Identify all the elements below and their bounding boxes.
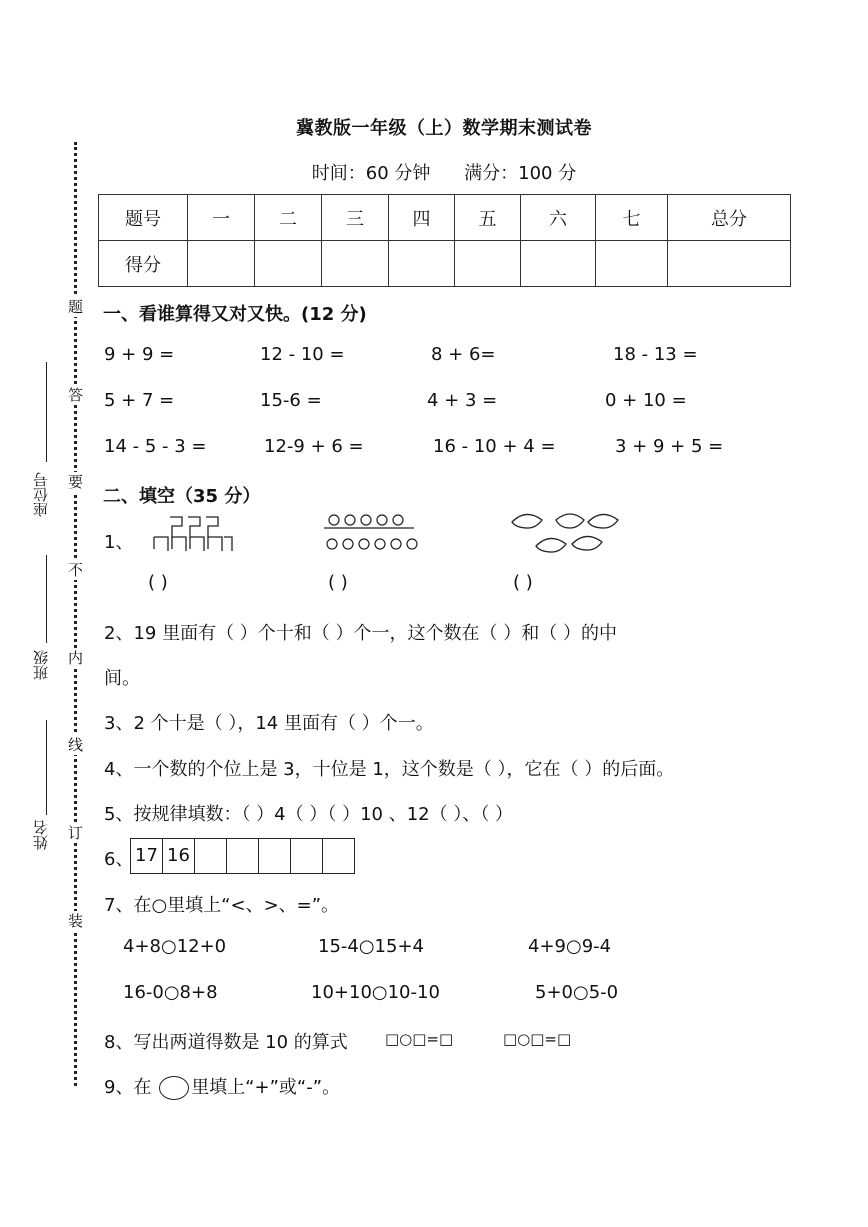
q9-text bbox=[104, 1073, 340, 1100]
arith-problem: 9 + 9 = bbox=[104, 344, 175, 365]
compare-problem: 15-4○15+4 bbox=[318, 936, 424, 957]
compare-problem: 10+10○10-10 bbox=[311, 982, 440, 1003]
q7-label: 7、在○里填上“<、>、=”。 bbox=[104, 895, 340, 916]
arith-problem: 14 - 5 - 3 = bbox=[104, 436, 207, 457]
table-header-cell: 四 bbox=[389, 195, 455, 241]
arith-problem: 3 + 9 + 5 = bbox=[615, 436, 724, 457]
sequence-box[interactable] bbox=[291, 839, 323, 873]
q3-text: 3、2 个十是（ ），14 里面有（ ）个一。 bbox=[104, 713, 434, 734]
table-header-cell: 题号 bbox=[99, 195, 188, 241]
score-cell[interactable] bbox=[455, 241, 521, 287]
binding-char: 订 bbox=[68, 824, 84, 842]
score-cell[interactable] bbox=[322, 241, 389, 287]
compare-problem: 16-0○8+8 bbox=[123, 982, 218, 1003]
arith-problem: 18 - 13 = bbox=[613, 344, 698, 365]
answer-paren[interactable]: ( ) bbox=[328, 572, 348, 593]
binding-char: 不 bbox=[68, 561, 84, 579]
full-score: 满分：100 分 bbox=[464, 163, 577, 184]
q2-text-continued: 间。 bbox=[104, 668, 140, 689]
score-cell[interactable] bbox=[389, 241, 455, 287]
binding-char: 内 bbox=[68, 649, 84, 667]
compare-problem: 4+9○9-4 bbox=[528, 936, 612, 957]
equation-template[interactable]: □○□=□ bbox=[385, 1030, 454, 1048]
table-header-cell: 五 bbox=[455, 195, 521, 241]
seat-number-label: 座位号 bbox=[32, 472, 50, 517]
answer-paren[interactable]: ( ) bbox=[148, 572, 168, 593]
answer-paren[interactable]: ( ) bbox=[513, 572, 533, 593]
score-table bbox=[98, 194, 791, 287]
arith-problem: 8 + 6= bbox=[431, 344, 496, 365]
name-label: 姓名 bbox=[32, 820, 50, 850]
score-cell[interactable] bbox=[596, 241, 668, 287]
blank-oval[interactable] bbox=[159, 1076, 189, 1100]
q4-text: 4、一个数的个位上是 3，十位是 1，这个数是（ ），它在（ ）的后面。 bbox=[104, 759, 675, 780]
compare-problem: 4+8○12+0 bbox=[123, 936, 227, 957]
section1-heading: 一、看谁算得又对又快。(12 分) bbox=[103, 304, 367, 325]
time-info bbox=[0, 159, 868, 185]
q8-label: 8、写出两道得数是 10 的算式 bbox=[104, 1032, 348, 1053]
score-cell[interactable] bbox=[188, 241, 255, 287]
score-table-header-row bbox=[99, 195, 791, 241]
dumplings-picture bbox=[508, 508, 620, 558]
arith-problem: 12 - 10 = bbox=[260, 344, 345, 365]
sequence-box[interactable] bbox=[259, 839, 291, 873]
class-label: 班级 bbox=[32, 650, 50, 680]
sequence-box[interactable] bbox=[227, 839, 259, 873]
binding-char: 答 bbox=[68, 386, 84, 404]
name-line[interactable] bbox=[46, 720, 47, 815]
sequence-box: 17 bbox=[131, 839, 163, 873]
sequence-box[interactable] bbox=[195, 839, 227, 873]
table-header-cell: 总分 bbox=[668, 195, 791, 241]
seat-number-line[interactable] bbox=[46, 362, 47, 462]
arith-problem: 15-6 = bbox=[260, 390, 322, 411]
sequence-box[interactable] bbox=[323, 839, 354, 873]
arith-problem: 12-9 + 6 = bbox=[264, 436, 364, 457]
table-header-cell: 六 bbox=[521, 195, 596, 241]
q1-label: 1、 bbox=[104, 532, 134, 553]
binding-char: 线 bbox=[68, 736, 84, 754]
arith-problem: 5 + 7 = bbox=[104, 390, 175, 411]
class-line[interactable] bbox=[46, 555, 47, 643]
score-cell[interactable] bbox=[521, 241, 596, 287]
q5-text: 5、按规律填数：（ ）4（ ）（ ）10 、12（ ）、（ ） bbox=[104, 804, 514, 825]
ring-counters-picture bbox=[322, 511, 418, 553]
q2-text: 2、19 里面有（ ）个十和（ ）个一，这个数在（ ）和（ ）的中 bbox=[104, 623, 617, 644]
q9-prefix: 9、在 bbox=[104, 1077, 152, 1098]
binding-char: 要 bbox=[68, 473, 84, 491]
flag-counters-picture bbox=[152, 515, 236, 561]
score-cell[interactable] bbox=[668, 241, 791, 287]
time-limit: 时间：60 分钟 bbox=[311, 163, 431, 184]
arith-problem: 0 + 10 = bbox=[605, 390, 687, 411]
score-table-score-row bbox=[99, 241, 791, 287]
score-cell[interactable] bbox=[255, 241, 322, 287]
arith-problem: 4 + 3 = bbox=[427, 390, 498, 411]
score-row-label: 得分 bbox=[99, 241, 188, 287]
binding-char: 装 bbox=[68, 912, 84, 930]
equation-template[interactable]: □○□=□ bbox=[503, 1030, 572, 1048]
binding-char: 题 bbox=[68, 298, 84, 316]
number-sequence-boxes bbox=[130, 838, 355, 874]
page-title: 冀教版一年级（上）数学期末测试卷 bbox=[296, 118, 592, 139]
q9-suffix: 里填上“+”或“-”。 bbox=[191, 1077, 341, 1098]
table-header-cell: 三 bbox=[322, 195, 389, 241]
table-header-cell: 七 bbox=[596, 195, 668, 241]
section2-heading: 二、填空（35 分） bbox=[103, 486, 261, 507]
table-header-cell: 二 bbox=[255, 195, 322, 241]
binding-dotted-line bbox=[74, 142, 77, 1086]
sequence-box: 16 bbox=[163, 839, 195, 873]
arith-problem: 16 - 10 + 4 = bbox=[433, 436, 556, 457]
table-header-cell: 一 bbox=[188, 195, 255, 241]
q6-label: 6、 bbox=[104, 849, 134, 870]
compare-problem: 5+0○5-0 bbox=[535, 982, 619, 1003]
